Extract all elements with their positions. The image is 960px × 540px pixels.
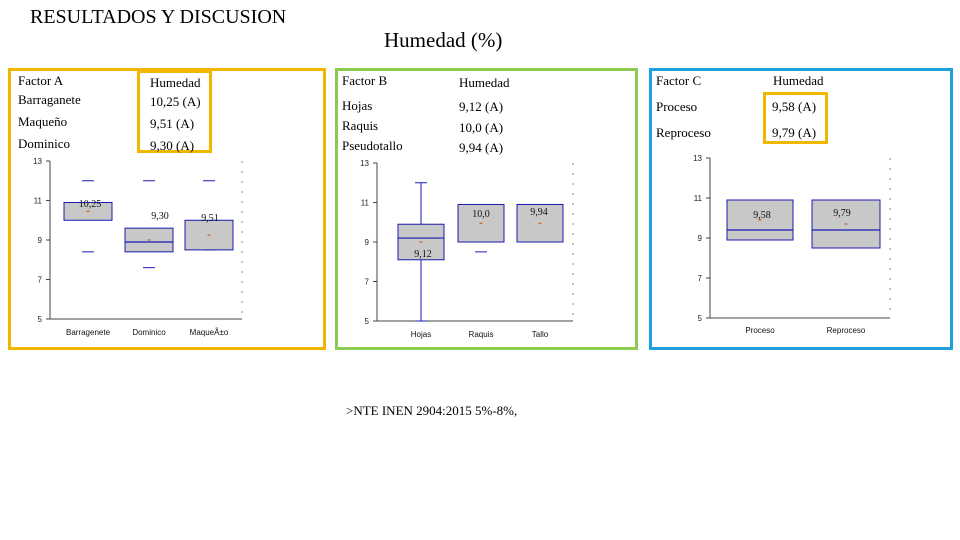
factor-a-row-name: Maqueño	[18, 114, 68, 129]
factor-a-row-value: 10,25 (A)	[150, 94, 201, 109]
y-tick-label: 7	[37, 275, 42, 285]
y-tick-label: 13	[360, 159, 369, 168]
box-plot-c	[680, 150, 910, 340]
category-label: Hojas	[410, 330, 432, 339]
category-label: Barragenete	[65, 328, 111, 337]
mean-label: 9,12	[414, 249, 432, 260]
factor-b-row-name: Raquis	[342, 118, 379, 133]
mean-label: 9,51	[201, 213, 219, 224]
factor-c-header: Factor C	[656, 73, 702, 88]
y-tick-label: 5	[37, 315, 42, 324]
factor-c-value-header: Humedad	[773, 73, 824, 88]
box-plot-b	[355, 157, 585, 345]
factor-a-header: Factor A	[18, 73, 64, 88]
y-tick-label: 11	[360, 198, 369, 208]
mean-label: 9,30	[151, 211, 169, 222]
y-tick-label: 7	[697, 274, 702, 283]
y-tick-label: 11	[33, 196, 42, 206]
category-label: Proceso	[745, 326, 775, 335]
y-tick-label: 9	[37, 236, 42, 245]
y-tick-label: 11	[693, 194, 702, 203]
footnote: >NTE INEN 2904:2015 5%-8%,	[346, 403, 518, 418]
y-tick-label: 13	[33, 157, 42, 166]
y-tick-label: 13	[693, 154, 702, 163]
category-label: Tallo	[531, 330, 549, 339]
factor-c-row-value: 9,58 (A)	[772, 99, 817, 114]
chart-main-title: Humedad (%)	[384, 28, 503, 52]
mean-label: 10,0	[472, 209, 490, 220]
factor-b-row-name: Pseudotallo	[342, 138, 403, 153]
factor-a-row-name: Barraganete	[18, 92, 81, 107]
y-tick-label: 7	[364, 277, 369, 287]
y-tick-label: 9	[364, 238, 369, 247]
factor-b-header: Factor B	[342, 73, 388, 88]
factor-a-row-value: 9,30 (A)	[150, 138, 195, 153]
category-label: Reproceso	[826, 326, 866, 335]
factor-a-row-value: 9,51 (A)	[150, 116, 195, 131]
y-tick-label: 5	[697, 314, 702, 323]
mean-label: 9,79	[833, 208, 851, 219]
mean-label: 10,25	[78, 199, 102, 210]
factor-a-row-name: Dominico	[18, 136, 70, 151]
category-label: MaqueÃ±o	[189, 328, 229, 337]
factor-c-row-name: Proceso	[656, 99, 698, 114]
y-tick-label: 5	[364, 317, 369, 326]
slide-title: RESULTADOS Y DISCUSION	[30, 6, 287, 28]
factor-b-row-value: 9,12 (A)	[459, 99, 504, 114]
category-label: Raquis	[468, 330, 494, 339]
factor-b-value-header: Humedad	[459, 75, 510, 90]
factor-b-row-value: 9,94 (A)	[459, 140, 504, 155]
mean-label: 9,58	[753, 210, 771, 221]
box-plot-a	[30, 155, 260, 345]
factor-b-row-name: Hojas	[342, 98, 373, 113]
y-tick-label: 9	[697, 234, 702, 243]
mean-label: 9,94	[530, 207, 548, 218]
factor-c-row-value: 9,79 (A)	[772, 125, 817, 140]
category-label: Dominico	[132, 328, 166, 337]
factor-b-row-value: 10,0 (A)	[459, 120, 504, 135]
factor-a-value-header: Humedad	[150, 75, 201, 90]
factor-c-row-name: Reproceso	[656, 125, 711, 140]
